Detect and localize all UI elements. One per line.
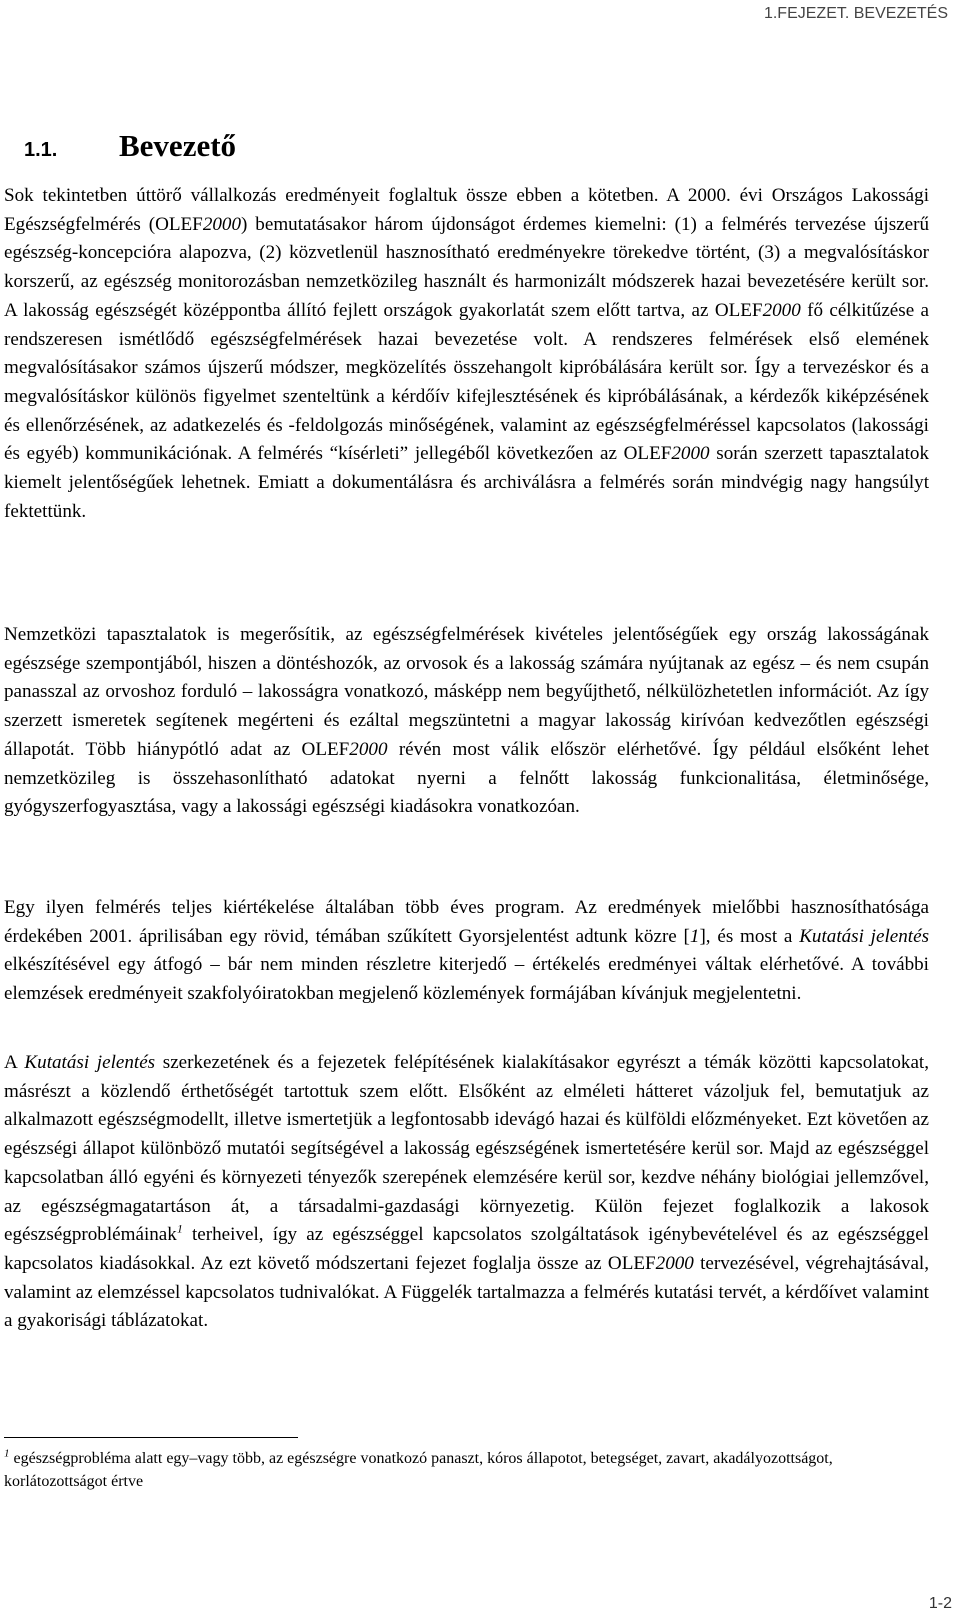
page-number: 1-2	[928, 1595, 952, 1612]
paragraph-2	[4, 621, 929, 822]
footnote-reference: 1	[176, 1221, 183, 1236]
footnote-divider	[4, 1437, 298, 1438]
text-span: Nemzetközi tapasztalatok is megerősítik, az egészségfelmérések kivételes jelentőségűek egy ország lakosságának egészsége szempontjából, hiszen a döntéshozók, az orvosok és a lakosság számára nyújtanak az egész – és nem csupán panasszal az orvoshoz forduló – lakosságra vonatkozó, másképp nem begyűjthető, nélkülözhetetlen információt. Az így szerzett ismeretek segítenek megérteni és ezáltal megszüntetni a magyar lakosság kirívóan kedvezőtlen egészségi állapotát. Több hiánypótló adat az OLEF	[4, 624, 929, 760]
footnote-mark: 1	[4, 1447, 10, 1460]
text-span: fő célkitűzése a rendszeresen ismétlődő egészségfelmérések hazai bevezetése volt. A rendszeres felmérések első elemének megvalósításakor számos újszerű módszer, megközelítés összehangolt kipróbálására került sor. Így a tervezéskor és a megvalósításkor különös figyelmet szenteltünk a kérdőív kifejlesztésének és kipróbálásának, a kérdezők kiképzésének és ellenőrzésének, az adatkezelés és -feldolgozás minőségének, valamint az egészségfelméréssel kapcsolatos (lakossági és egyéb) kommunikációnak. A felmérés “kísérleti” jellegéből következően az OLEF	[4, 299, 929, 465]
olef-year: 2000	[655, 1252, 694, 1274]
text-span: ], és most a	[699, 925, 800, 947]
paragraph-4	[4, 1049, 929, 1336]
text-span: terheivel, így az egészséggel kapcsolatos szolgáltatások igénybevételével és az egészséggel kapcsolatos kiadásokkal. Az ezt követő módszertani fejezet foglalja össze az OLEF	[4, 1224, 929, 1274]
report-title: Kutatási jelentés	[24, 1052, 156, 1073]
text-span: ) bemutatásakor három újdonságot érdemes kiemelni: (1) a felmérés tervezése újszerű egészség-koncepcióra alapozva, (2) közvetlenül hasznosítható eredményekre törekedve történt, (3) a megvalósításkor korszerű, az egészség monitorozásban nemzetközileg használt és harmonizált módszerek hazai bevezetésére került sor. A lakosság egészségét középpontba állító fejlett országok gyakorlatát szem előtt tartva, az OLEF	[4, 213, 929, 321]
citation-number: 1	[689, 925, 700, 947]
footnote	[4, 1447, 914, 1493]
text-span: Egy ilyen felmérés teljes kiértékelése általában több éves program. Az eredmények mielőbbi hasznosíthatósága érdekében 2001. áprilisában egy rövid, témában szűkített Gyorsjelentést adtunk közre [	[4, 897, 929, 947]
text-span: A	[4, 1052, 25, 1073]
footnote-text: egészségprobléma alatt egy–vagy több, az egészségre vonatkozó panaszt, kóros állapotot, betegséget, zavart, akadályozottságot, korlátozottságot értve	[4, 1450, 833, 1490]
section-title: Bevezető	[119, 128, 237, 163]
text-span: tervezésével, végrehajtásával, valamint az elemzéssel kapcsolatos tudnivalókat. A Függelék tartalmazza a felmérés kutatási tervét, a kérdőívet valamint a gyakorisági táblázatokat.	[4, 1252, 929, 1332]
section-heading	[24, 128, 236, 164]
text-span: révén most válik először elérhetővé. Így például elsőként lehet nemzetközileg is összehasonlítható adatokat nyerni a felnőtt lakosság funkcionalitása, életminősége, gyógyszerfogyasztása, vagy a lakossági egészségi kiadásokra vonatkozóan.	[4, 738, 929, 818]
paragraph-3	[4, 894, 929, 1009]
paragraph-1	[4, 182, 929, 526]
running-header: 1.FEJEZET. BEVEZETÉS	[763, 5, 948, 22]
text-span: szerkezetének és a fejezetek felépítésének kialakításakor egyrészt a témák közötti kapcsolatokat, másrészt a közlendő érthetőségét tartottuk szem előtt. Elsőként az elméleti hátteret vázoljuk fel, bemutatjuk az alkalmazott egészségmodellt, illetve ismertetjük a legfontosabb idevágó hazai és külföldi előzményeket. Ezt követően az egészségi állapot különböző mutatói segítségével a lakosság egészségének ismertetésére kerül sor. Majd az egészséggel kapcsolatban álló egyéni és környezeti tényezők szerepének elemzésére kerül sor, kezdve néhány biológiai jellemzővel, az egészségmagatartáson át, a társadalmi-gazdasági környezetig. Külön fejezet foglalkozik a lakosok egészségproblémáinak	[4, 1052, 930, 1246]
text-span: során szerzett tapasztalatok kiemelt jelentőségűek lehetnek. Emiatt a dokumentálásra és archiválásra a felmérés során mindvégig nagy hangsúlyt fektettünk.	[4, 443, 929, 522]
report-title: Kutatási jelentés	[799, 925, 929, 947]
text-span: elkészítésével egy átfogó – bár nem minden részletre kiterjedő – értékelés eredményei váltak elérhetővé. A további elemzések eredményeit szakfolyóiratokban megjelenő közlemények formájában kívánjuk megjelentetni.	[4, 954, 929, 1005]
olef-year: 2000	[762, 299, 801, 321]
olef-year: 2000	[671, 443, 710, 465]
text-span: Sok tekintetben úttörő vállalkozás eredményeit foglaltuk össze ebben a kötetben. A 2000. évi Országos Lakossági Egészségfelmérés (OLEF	[4, 185, 929, 235]
olef-year: 2000	[202, 213, 241, 235]
section-number: 1.1.	[24, 139, 58, 161]
olef-year: 2000	[349, 738, 388, 760]
